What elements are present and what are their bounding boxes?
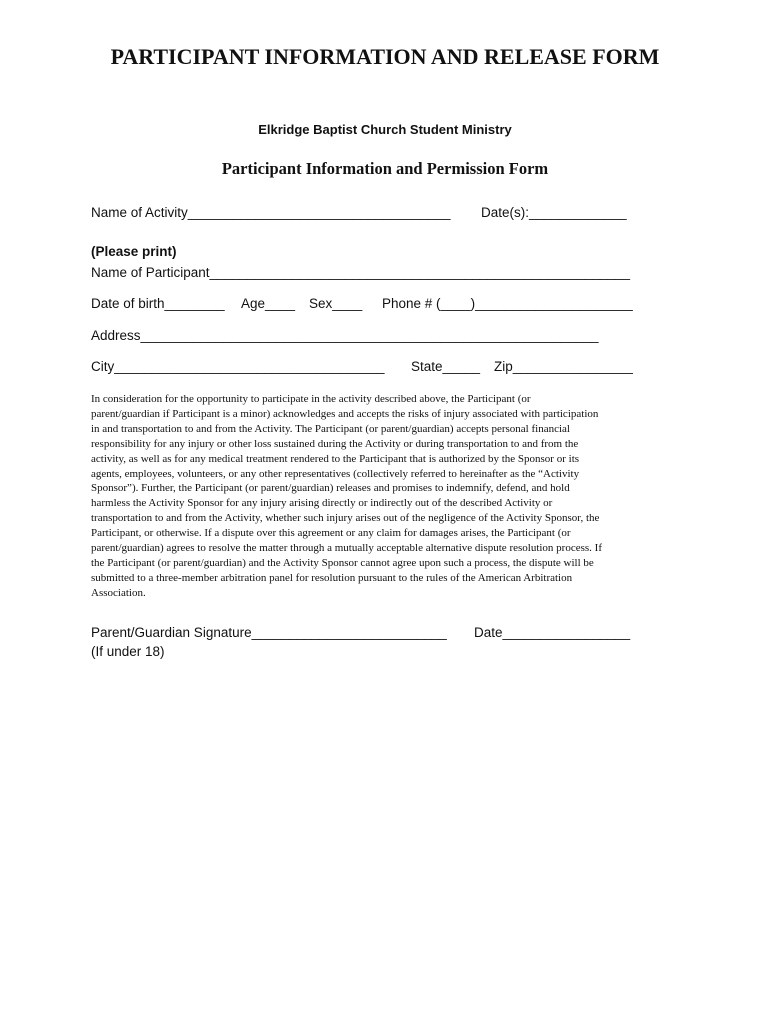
- release-line: parent/guardian if Participant is a minor) acknowledges and accepts the risks of injury associated with participation: [91, 407, 599, 420]
- phone-field[interactable]: Phone # (____)_____________________: [382, 296, 633, 311]
- form-subtitle: Participant Information and Permission Form: [221, 159, 549, 178]
- state-field[interactable]: State_____: [411, 359, 481, 374]
- release-line: Association.: [91, 586, 146, 599]
- organization-name: Elkridge Baptist Church Student Ministry: [258, 122, 512, 137]
- signature-date-field[interactable]: Date_________________: [474, 625, 631, 640]
- guardian-signature-field[interactable]: Parent/Guardian Signature__________________________: [91, 625, 447, 640]
- city-field[interactable]: City____________________________________: [91, 359, 385, 374]
- release-line: in and transportation to and from the Activity. The Participant (or parent/guardian) accepts personal financial: [91, 422, 570, 435]
- release-line: responsibility for any injury or other loss sustained during the Activity or during transportation to and from the: [91, 437, 579, 450]
- document-title: PARTICIPANT INFORMATION AND RELEASE FORM: [110, 44, 660, 69]
- release-line: Participant, or otherwise. If a dispute over this agreement or any claim for damages arises, the Participant (or: [91, 527, 571, 540]
- date-of-birth-field[interactable]: Date of birth________: [91, 296, 225, 311]
- release-line: parent/guardian) agrees to resolve the matter through a mutually acceptable alternative dispute resolution process. If: [91, 542, 603, 555]
- participant-name-field[interactable]: Name of Participant________________________________________________________: [91, 265, 631, 280]
- age-field[interactable]: Age____: [241, 296, 296, 311]
- release-line: Sponsor”). Further, the Participant (or parent/guardian) releases and promises to indemnify, defend, and hold: [91, 482, 570, 495]
- release-line: harmless the Activity Sponsor for any injury arising directly or indirectly out of the described Activity or: [91, 497, 553, 510]
- release-line: the Participant (or parent/guardian) and the Activity Sponsor cannot agree upon such a process, the dispute will be: [91, 556, 594, 569]
- release-line: submitted to a three-member arbitration panel for resolution pursuant to the rules of the American Arbitration: [91, 571, 573, 584]
- zip-field[interactable]: Zip________________: [494, 359, 633, 374]
- release-line: In consideration for the opportunity to participate in the activity described above, the Participant (or: [91, 393, 531, 405]
- release-paragraph: [91, 392, 681, 601]
- dates-field[interactable]: Date(s):_____________: [481, 205, 627, 220]
- activity-name-field[interactable]: Name of Activity___________________________________: [91, 205, 451, 220]
- address-field[interactable]: Address_____________________________________________________________: [91, 328, 599, 343]
- release-line: transportation to and from the Activity, whether such injury arises out of the negligence of the Activity Sponsor, the: [91, 512, 600, 525]
- under-18-note: (If under 18): [91, 644, 165, 659]
- release-line: activity, as well as for any medical treatment rendered to the Participant that is authorized by the Sponsor or its: [91, 452, 580, 465]
- release-line: agents, employees, volunteers, or any other representatives (collectively referred to hereinafter as the “Activity: [91, 467, 580, 480]
- please-print-label: (Please print): [91, 244, 177, 259]
- sex-field[interactable]: Sex____: [309, 296, 363, 311]
